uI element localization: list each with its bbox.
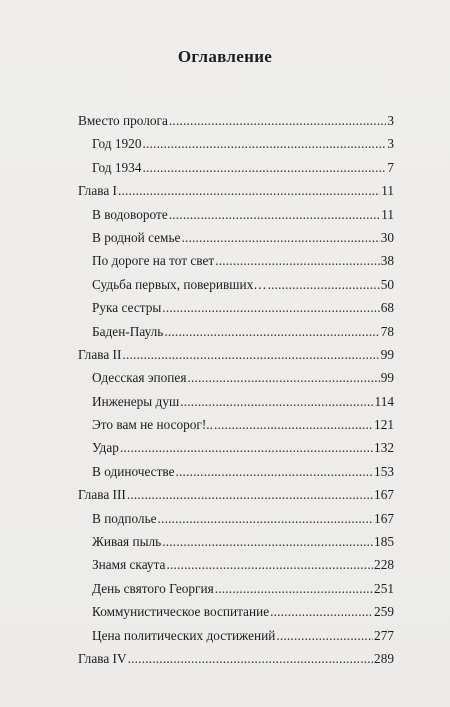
- dot-leader: [166, 553, 373, 576]
- toc-entry-label: День святого Георгия: [92, 580, 214, 596]
- toc-entry-page: 228: [374, 557, 394, 573]
- toc-entry: [78, 390, 394, 413]
- table-of-contents: [78, 109, 394, 670]
- dot-leader: [127, 483, 373, 506]
- toc-entry-label: Живая пыль: [92, 534, 162, 550]
- toc-entry-label: Инженеры душ: [92, 393, 180, 409]
- toc-entry-page: 289: [374, 650, 394, 666]
- dot-leader: [162, 296, 379, 319]
- toc-entry-label: Год 1934: [92, 159, 142, 175]
- dot-leader: [276, 624, 373, 647]
- toc-entry: [78, 249, 394, 272]
- toc-entry-page: 11: [381, 206, 394, 222]
- toc-entry: [78, 366, 394, 389]
- toc-entry-page: 277: [374, 627, 394, 643]
- toc-entry-page: 114: [374, 393, 394, 409]
- toc-entry-page: 167: [374, 510, 394, 526]
- toc-entry-page: 68: [380, 300, 394, 316]
- toc-entry-label: По дороге на тот свет: [92, 253, 215, 269]
- dot-leader: [187, 366, 379, 389]
- toc-entry-page: 132: [374, 440, 394, 456]
- toc-entry: [78, 343, 394, 366]
- dot-leader: [158, 507, 374, 530]
- toc-entry-label: В водовороте: [92, 206, 168, 222]
- dot-leader: [164, 320, 379, 343]
- toc-entry-label: Глава I: [78, 183, 117, 199]
- page-title: Оглавление: [177, 47, 273, 66]
- toc-entry: [78, 507, 394, 530]
- toc-entry-page: 99: [380, 346, 394, 362]
- dot-leader: [118, 179, 380, 202]
- toc-entry-page: 30: [380, 229, 394, 245]
- dot-leader: [180, 390, 373, 413]
- toc-entry: [78, 600, 394, 623]
- toc-entry-label: Глава IV: [78, 650, 127, 666]
- dot-leader: [162, 530, 373, 553]
- toc-entry-label: В родной семье: [92, 229, 181, 245]
- dot-leader: [181, 226, 379, 249]
- toc-entry-label: В подполье: [92, 510, 157, 526]
- toc-entry-label: Год 1920: [92, 136, 142, 152]
- toc-entry: [78, 203, 394, 226]
- toc-entry-page: 251: [374, 580, 394, 596]
- dot-leader: [215, 577, 373, 600]
- toc-entry-label: Баден-Пауль: [92, 323, 164, 339]
- toc-entry: [78, 647, 394, 670]
- toc-entry: [78, 179, 394, 202]
- dot-leader: [176, 460, 374, 483]
- dot-leader: [215, 249, 380, 272]
- toc-entry-page: 153: [374, 463, 394, 479]
- toc-entry-page: 78: [380, 323, 394, 339]
- dot-leader: [214, 413, 373, 436]
- dot-leader: [169, 203, 380, 226]
- toc-entry-label: Глава III: [78, 487, 126, 503]
- toc-entry-page: 38: [380, 253, 394, 269]
- toc-entry: [78, 109, 394, 132]
- toc-entry-label: Знамя скаута: [92, 557, 166, 573]
- toc-entry-page: 3: [387, 136, 394, 152]
- toc-entry: [78, 320, 394, 343]
- toc-entry-label: Судьба первых, поверивших…: [92, 276, 267, 292]
- toc-entry-label: Рука сестры: [92, 300, 162, 316]
- toc-entry-page: 121: [374, 417, 394, 433]
- dot-leader: [169, 109, 386, 132]
- toc-entry-page: 7: [387, 159, 394, 175]
- toc-entry-page: 11: [381, 183, 394, 199]
- toc-entry-page: 185: [374, 534, 394, 550]
- toc-entry-page: 50: [380, 276, 394, 292]
- toc-entry: [78, 436, 394, 459]
- toc-entry: [78, 624, 394, 647]
- toc-entry: [78, 483, 394, 506]
- toc-entry: [78, 156, 394, 179]
- toc-entry: [78, 132, 394, 155]
- toc-entry-page: 3: [387, 113, 394, 128]
- toc-entry-label: Удар: [92, 440, 119, 456]
- toc-entry-label: Цена политических достижений: [92, 627, 276, 643]
- toc-entry: [78, 460, 394, 483]
- dot-leader: [128, 647, 373, 670]
- toc-entry: [78, 273, 394, 296]
- toc-entry-label: Вместо пролога: [78, 113, 168, 128]
- dot-leader: [120, 436, 373, 459]
- dot-leader: [122, 343, 379, 366]
- toc-entry-label: Глава II: [78, 346, 122, 362]
- toc-entry: [78, 577, 394, 600]
- dot-leader: [142, 132, 386, 155]
- toc-entry: [78, 296, 394, 319]
- toc-entry-page: 259: [374, 604, 394, 620]
- toc-entry-page: 167: [374, 487, 394, 503]
- toc-entry-label: Это вам не носорог!..: [92, 417, 213, 433]
- dot-leader: [268, 273, 380, 296]
- toc-entry: [78, 530, 394, 553]
- dot-leader: [142, 156, 386, 179]
- toc-entry-page: 99: [380, 370, 394, 386]
- toc-entry: [78, 553, 394, 576]
- toc-entry-label: Одесская эпопея: [92, 370, 187, 386]
- toc-entry-label: В одиночестве: [92, 463, 175, 479]
- dot-leader: [270, 600, 373, 623]
- toc-entry: [78, 226, 394, 249]
- toc-entry: [78, 413, 394, 436]
- toc-entry-label: Коммунистическое воспитание: [92, 604, 270, 620]
